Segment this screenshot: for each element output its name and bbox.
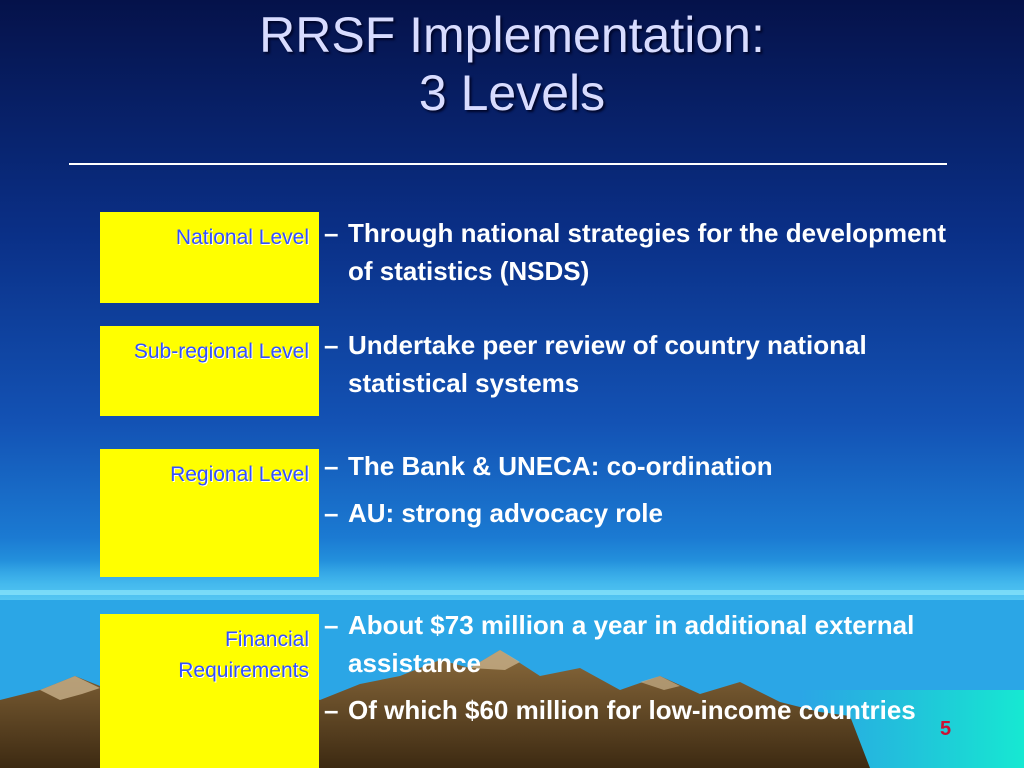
financial-requirements-box (100, 614, 319, 768)
bullet-text: The Bank & UNECA: co-ordination (348, 451, 773, 481)
bullet-text: Of which $60 million for low-income countries (348, 695, 916, 725)
bullet-item (324, 494, 964, 532)
sub-regional-level-bullets (324, 326, 964, 411)
bullet-dash: – (324, 610, 339, 640)
bullet-dash: – (324, 330, 339, 360)
title-divider (69, 163, 947, 165)
bullet-text: Undertake peer review of country national statistical systems (348, 330, 867, 398)
bullet-dash: – (324, 498, 339, 528)
bullet-dash: – (324, 451, 339, 481)
sub-regional-level-box (100, 326, 319, 416)
bullet-item (324, 214, 964, 290)
national-level-box (100, 212, 319, 303)
page-number: 5 (940, 718, 952, 740)
bullet-text: AU: strong advocacy role (348, 498, 663, 528)
sub-regional-level-label: Sub-regional Level (133, 340, 309, 363)
bullet-dash: – (324, 218, 339, 248)
financial-requirements-bullets (324, 606, 964, 738)
national-level-label: National Level (175, 226, 309, 249)
national-level-bullets (324, 214, 964, 299)
bullet-text: About $73 million a year in additional external assistance (348, 610, 915, 678)
financial-requirements-label: Financial Requirements (178, 628, 309, 682)
slide-title (0, 6, 1024, 122)
slide-title-line-1: RRSF Implementation: (259, 7, 765, 63)
slide-title-line-2: 3 Levels (418, 65, 606, 121)
regional-level-box (100, 449, 319, 577)
regional-level-bullets (324, 447, 964, 541)
bullet-item (324, 691, 964, 729)
bullet-dash: – (324, 695, 339, 725)
bullet-text: Through national strategies for the development of statistics (NSDS) (348, 218, 947, 286)
bullet-item (324, 447, 964, 485)
regional-level-label: Regional Level (170, 463, 309, 486)
bullet-item (324, 606, 964, 682)
bullet-item (324, 326, 964, 402)
